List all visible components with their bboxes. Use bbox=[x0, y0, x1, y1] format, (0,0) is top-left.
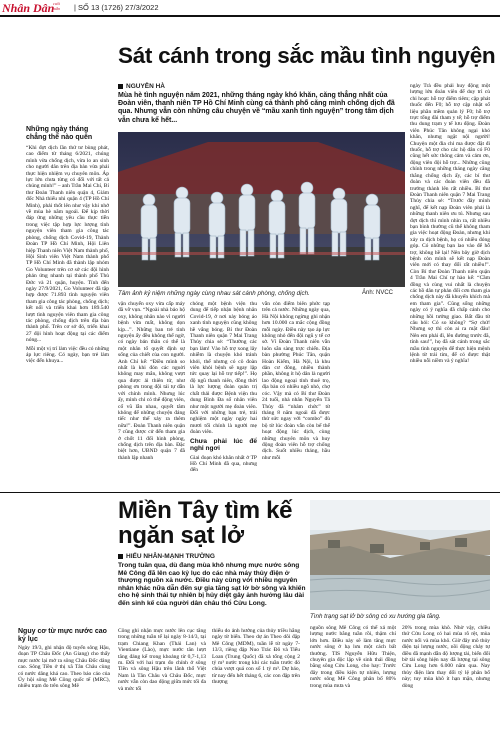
byline-square-icon bbox=[118, 554, 123, 559]
article2-sapo: Trong tuần qua, dù đang mùa khô nhưng mực nước sông Mê Công đã lên cao kỷ lục do các nhà máy thủy điện ở thượng nguồn xả nước. Điều này cùng với nhiều nguyên nhân khác nữa dẫn đến sự gia tăng sạt lở bờ sông và khiến cho hệ sinh thái tự nhiên bị hủy diệt gây ảnh hưởng lâu dài đến sinh kế của người dân châu thổ Cửu Long. bbox=[118, 562, 306, 607]
volunteers-photo-illustration bbox=[118, 132, 405, 287]
article2-photo bbox=[310, 500, 490, 610]
article1-side-text: “Khi đợt dịch lần thứ tư bùng phát, cao điểm từ tháng 6/2021, chúng mình vừa chống dịch, vừa lo an sinh cho người dân trên địa bàn vừa phải thực hiện nhiệm vụ chuyên môn. Áp lực lớn chưa từng có đối với tất cả chúng mình!” – anh Trần Mai Chí, Bí thư Đoàn Thanh niên quận 4, Giám đốc Nhà thiếu nhi quận 4 (TP Hồ Chí Minh), phải thốt lên như vậy khi nhớ về mùa hè năm ngoái. Để kịp thời đáp ứng những yêu cầu thực tiễn trong việc tập hợp lực lượng tình nguyện viên tham gia công tác phòng, chống dịch Covid-19, Thành Đoàn TP Hồ Chí Minh, Hội Liên hiệp Thanh niên Việt Nam thành phố, Hội Sinh viên Việt Nam thành phố TP Hồ Chí Minh đã thành lập nhóm Go Volunteer trên cơ sở các đội hình phản ứng nhanh tại thành phố Thủ Đức và 21 quận, huyện. Tính đến ngày 27/9/2021, Go Volunteer đã tập hợp được 71.893 tình nguyện viên tham gia công tác phòng, chống dịch; kết nối và triển khai hơn 189.540 lượt tình nguyện viên tham gia công tác phòng, chống dịch trên địa bàn thành phố. Trên cơ sở đó, triển khai 27 đội hình hoạt động tại các điểm nóng... bbox=[26, 145, 109, 344]
article2-body-col2: thiểu do ảnh hưởng của thủy triều hằng ngày từ biển. Theo dự án Theo dõi đập Mê Công (MDM), tuần lễ từ ngày 7-13/3, riêng đập Nuo Trác Đô và Tiểu Loan (Trung Quốc) đã xả tổng cộng 2 tỷ m³ nước trong khi các tuần trước đó chúa vượt quá con số 1 tỷ m³. Dự báo, từ nay đến hết tháng 6, các con đập trên thượng bbox=[212, 628, 300, 686]
logo-subtitle bbox=[53, 2, 60, 11]
article1-col2-tail: Giai đoạn khó khăn nhất ở TP Hồ Chí Minh đã qua, nhưng đến bbox=[190, 454, 257, 474]
article1-col2-text: chóng một bệnh viện thu dung để tiếp nhận bệnh nhân Covid-19, ở nơi này bỏng áo xanh tình nguyện cũng không hề vắng bóng. Bí thư Đoàn Thanh niên quận 7 Mai Trang Thủy chia sẻ: “Thường các bạn làm! Vào hỗ trợ xong lây nhiễm là chuyện khó tránh khỏi, thế nhưng có cô đoàn viên khỏi bệnh sẽ ngay lập tức quay lại hỗ trợ tiếp!”. Họ độ ngũ thanh niên, đồng thời là lực lượng đoàn quản trị chất thải được Bệnh viện thu dung Bình Đa số nhân viên như một người mẹ đoàn viên. Đối với những bạn trẻ, trải nghiệm một ngày ngày hai mươi tối chính là người mẹ đoàn viên. bbox=[190, 301, 257, 436]
newspaper-logo: Nhân Dân bbox=[2, 1, 55, 15]
article1-side-text-2: Mỗi một vị trí làm việc đều có những áp lực riêng. Có ngày, bạn trẻ làm việc đến khuya... bbox=[26, 345, 109, 365]
article1-photo-caption: Tâm ảnh kỷ niệm những ngày cùng nhau sát cánh phòng, chống dịch. bbox=[118, 290, 310, 297]
byline-square-icon bbox=[118, 84, 123, 89]
article1-byline-text: NGUYỄN HÀ bbox=[126, 83, 166, 90]
article1-byline bbox=[118, 83, 165, 90]
article2-byline-text: HIẾU NHÂN-MẠNH TRƯỜNG bbox=[126, 553, 215, 560]
article2-side-heading: Nguy cơ từ mực nước cao kỷ lục bbox=[18, 628, 107, 643]
masthead bbox=[0, 0, 500, 14]
article1-subhead: Chưa phải lúc để nghỉ ngơi bbox=[190, 437, 257, 453]
article2-headline-line1: Miền Tây tìm kế bbox=[118, 497, 293, 524]
section-divider bbox=[0, 492, 500, 493]
article1-body-col2 bbox=[190, 301, 257, 487]
article1-photo bbox=[118, 132, 405, 287]
article2-side-text: Ngày 19/3, ghi nhận độ tuyến sông Hậu, đoạn TP Châu Đốc (An Giang) cho thấy mực nước lại mở ra sông Châu Đốc dâng cao. Sông Tiền ở thị xã Tân Châu cùng có nước dâng khá cao. Theo báo cáo của Ủy hội sông Mê Công quốc tế (MRC), nhiều trạm đo trên sông Mê bbox=[18, 645, 110, 690]
logo-subtitle-line1: cuối bbox=[53, 1, 60, 6]
logo-subtitle-line2: tuần bbox=[53, 5, 61, 11]
article2-headline bbox=[118, 498, 292, 548]
riverbank-landslide-photo-illustration bbox=[310, 500, 490, 610]
article1-sapo: Mùa hè tình nguyện năm 2021, những tháng ngày khó khăn, căng thẳng nhất của Đoàn viên, thanh niên TP Hồ Chí Minh cùng cả thành phố căng mình chống dịch đã qua. Nhưng vẫn còn những câu chuyện về “mầu xanh tình nguyện” trong tâm dịch vẫn chưa kể hết... bbox=[118, 92, 395, 124]
article2-body-col1: Công ghi nhận mực nước lên cục tăng trong những tuần tế lại ngày 8-14/3, tại trạm Chiang Khan (Thái Lan) và Vientiane (Lào), mực nước tăn lượt tăng đáng kể trong khoảng từ 0,7-1,13 m. Đối với hai trạm đo chính ở sông Tiền và sông Hậu trên lãnh thổ Việt Nam là Tân Châu và Châu Đốc, mực nước vẫn còn dao động giữa mức tối đa và mức tối bbox=[118, 628, 206, 692]
issue-info: | SỐ 13 (1726) 27/3/2022 bbox=[74, 3, 159, 12]
article2-photo-caption: Tình trạng sạt lở bờ sông có xu hướng gia tăng. bbox=[310, 613, 441, 620]
article2-body-col4: 20% trong mùa khô. Nhờ vậy, chiều thứ Cửu Long có hai mùa rõ rệt, mùa nước nổi và mùa khô. Giờ đây mô thủy điện tại lượng nước, nồi động chảy tự điều đã mạnh dẫn độ lượng tài, biến đổi bờ tài sông hiện nay đã lượng tại sông Cửu Long hơn 6.000 năm qua. Nay thủy điện làm thay đổi tý lệ phân bổ này; tuy mùa khô ít hạn mặn, nhưng dòng bbox=[402, 625, 490, 689]
article1-body-col4: ngày Trà đều phải huy động một lượng lớn đoàn viên để duy trì củ chi hoạt: hỗ trợ điểm tiêm; cập phát thuốc đến F0; hỗ trợ cập nhật số liệu phần mềm quản lý F0; hỗ trợ trực tổng đài tham y tế; hỗ trợ điểm thu dung trạm y tế lưu động. Đoàn viên Phúc Tân không ngại khó khăn, nhưng ngặt nội người! Chuyện một đia chỉ ma được đặt đi thuốc, hỗ trợ cho các hộ dân có F0 cũng hết sức thông cảm và cảm ơn, động viên đội hỗ trợ... Những cũng chính trong những tháng ngày căng thẳng chống dịch ấy, các bí thư đoàn và các đoàn viên đều đã trưởng thành lên rất nhiều. Bí thư Đoàn Thanh niên quận 7 Mai Trang Thủy chia sẻ: “Trước đây mình nghĩ, để kết nạp Đoàn viên phải là những thanh niên ưu tú. Nhưng sau đợt dịch thì mình nhìn ra, rất nhiều bạn bình thường cũ thể không tham gia việc hoạt động Đoàn, nhưng khi xảy ra dịch bệnh, họ có nhiều đóng góp. Có những bạn lao vào để hỗ trợ, không hề lại! Nên bây giờ dịch bệnh còn mình sẽ kết nạp Đoàn viên mới có thay đổi rất nhiều!”. Còn Bí thư Đoàn Thanh niên quận 4 Trần Mai Chí tự hào kể: “Cầm đồng và cùng vui nhất là chuyện các hồ dân tự phản đối cơn tham gia chống dịch này đã khuyến khích mà em tham gia”. Cũng sống những ngày có ý nghĩa đã chấp cánh cho những hồi tưởng giao. Bất đầu từ câu hỏi: Có so không? “Sợ chứ! Nhưng sợ thì còn ai ra mặt đâu! Nên em phải đi, lên đường trước đã, tính sau!”, họ đã sát cánh trong sắc mầu tình nguyện để thực hiện mệnh lệnh từ trái tim, để có được thật nhiều nỗi niềm và ý nghĩa! bbox=[410, 83, 490, 365]
article1-body-col1: vận chuyển oxy vừa cấp máy đã vỡ vụn. “Ngoài nhà bảo hộ oxy, không nhân nào vì người bệnh vừa mất, không dọn kịp...”. Những ban trẻ tình nguyện ấy đều không thể ngờ, có ngày bản thân có thể là một nhân tố quyết định sự sống của chiết của con người. Anh Chí kể: “Điều mình so nhất là khi đón các nguời không may mắn, không vượt qua được ải thiên tử, như phòng ơn trong đội tái tự dẫn với chính mình. Nhưng lúc ấy, mình chỉ có thể động viên, cố vũ lẫn nhau, quyết tâm không để những chuyện đáng tiếc như thế xảy ra thêm nữa!”. Đoàn Thanh niên quận 7 cũng được cử đến tham gia ở chốt 11 đối hình phòng, chống dịch trên địa bàn. Đặc biệt hơn, UBND quận 7 đã thành lập nhanh bbox=[118, 301, 185, 461]
article2-headline-line2: ngăn sạt lở bbox=[118, 522, 244, 549]
article2-body-col3: nguồn sông Mê Công có thể xả một lượng nước bằng tuần rồi, thậm chí lớn hơn. Điều này sẽ làm tăng mực nước sông ở hạ lưu một cách bất thường. TIS Nguyễn Hữu Thiện, chuyên gia độc lập về sinh thái đồng bằng sông Cửu Long, cho hay: Trước đây trong điều kiện tự nhiên, lượng nước sông Mê Công phân bố 80% trong mùa mưa và bbox=[310, 625, 396, 689]
article2-byline bbox=[118, 553, 215, 560]
article1-headline: Sát cánh trong sắc mầu tình nguyện bbox=[118, 43, 496, 68]
article1-side-heading: Những ngày tháng chẳng thể nào quên bbox=[26, 126, 93, 141]
article1-body-col3: vẫn còn điểm biên phức tạp trên cả nước. Những ngày qua, Hà Nội không ngừng ghi nhận hơn 10.000 ca mắc cộng đồng mỗi ngày. Điều này tạo áp lực không nhỏ đến đội ngũ y tế cơ sở. Vì Đoàn Thanh niên vẫn luôn sẵn sàng trực chiến. Địa bàn phường Phúc Tân, quận Hoàn Kiếm, Hà Nội, là khu dân cư đông, nhiều thành phần, không ít hộ dân là người lao động ngoại tỉnh thuê trọ, địa bàn có nhiều ngõ nhỏ, chợ cóc. Vậy mà có Bí thư Đoàn 24 tuổi, nhà nhân Nguyễn Tá Thủy đã “nhâm chức” từ tháng 8 năm ngoái đã được thử sức ngay với “combo” đủ bộ từ lúc đoàn vẫn còn bế thể hoạt động lúc dịch, cùng những chuyên môn và huy động đoàn viên hỗ trợ chống dịch. Suốt nhiều tháng, hầu như mỗi bbox=[262, 301, 330, 461]
article1-photo-credit: Ảnh: NVCC bbox=[362, 290, 394, 296]
masthead-rule bbox=[0, 15, 500, 17]
